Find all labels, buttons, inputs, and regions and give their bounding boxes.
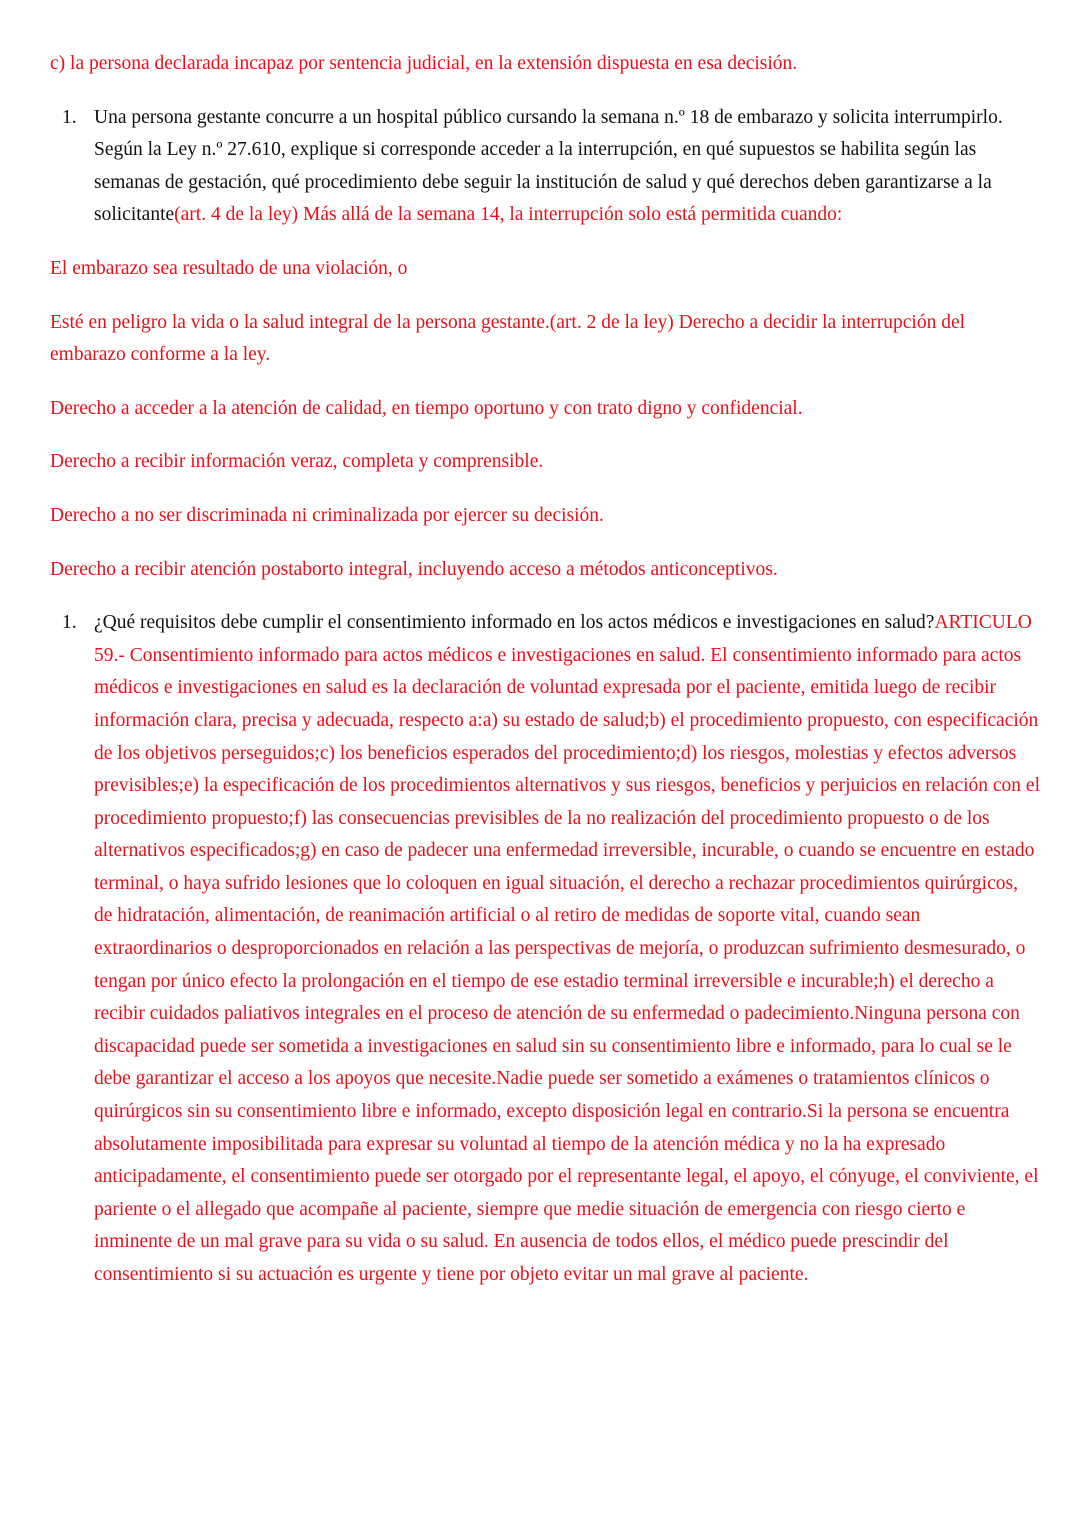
- intro-line: c) la persona declarada incapaz por sentencia judicial, en la extensión dispuesta en esa decisión.: [50, 53, 798, 74]
- question-item-2: [50, 607, 1040, 1291]
- question-body: [94, 102, 1040, 232]
- question-body: [94, 607, 1040, 1291]
- list-number: 1.: [62, 106, 77, 128]
- answer-text: ARTICULO 59.- Consentimiento informado para actos médicos e investigaciones en salud. El consentimiento informado para actos médicos e investigaciones en salud es la declaración de voluntad expresada por el paciente, emitida luego de recibir información clara, precisa y adecuada, respecto a:a) su estado de salud;b) el procedimiento propuesto, con especificación de los objetivos perseguidos;c) los beneficios esperados del procedimiento;d) los riesgos, molestias y efectos adversos previsibles;e) la especificación de los procedimientos alternativos y sus riesgos, beneficios y perjuicios en relación con el procedimiento propuesto;f) las consecuencias previsibles de la no realización del procedimiento propuesto o de los alternativos especificados;g) en caso de padecer una enfermedad irreversible, incurable, o cuando se encuentre en estado terminal, o haya sufrido lesiones que lo coloquen en igual situación, el derecho a rechazar procedimientos quirúrgicos, de hidratación, alimentación, de reanimación artificial o al retiro de medidas de soporte vital, cuando sean extraordinarios o desproporcionados en relación a las perspectivas de mejoría, o produzcan sufrimiento desmesurado, o tengan por único efecto la prolongación en el tiempo de ese estadio terminal irreversible e incurable;h) el derecho a recibir cuidados paliativos integrales en el proceso de atención de su enfermedad o padecimiento.Ninguna persona con discapacidad puede ser sometida a investigaciones en salud sin su consentimiento libre e informado, para lo cual se le debe garantizar el acceso a los apoyos que necesite.Nadie puede ser sometido a exámenes o tratamientos clínicos o quirúrgicos sin su consentimiento libre e informado, excepto disposición legal en contrario.Si la persona se encuentra absolutamente imposibilitada para expresar su voluntad al tiempo de la atención médica y no la ha expresado anticipadamente, el consentimiento puede ser otorgado por el representante legal, el apoyo, el cónyuge, el conviviente, el pariente o el allegado que acompañe al paciente, siempre que medie situación de emergencia con riesgo cierto e inminente de un mal grave para su vida o su salud. En ausencia de todos ellos, el médico puede prescindir del consentimiento si su actuación es urgente y tiene por objeto evitar un mal grave al paciente.: [94, 612, 1040, 1285]
- question-text: ¿Qué requisitos debe cumplir el consentimiento informado en los actos médicos e investigaciones en salud?: [94, 612, 935, 634]
- answer-paragraph: El embarazo sea resultado de una violación, o: [50, 257, 408, 279]
- answer-paragraph: Esté en peligro la vida o la salud integral de la persona gestante.(art. 2 de la ley) Derecho a decidir la interrupción del embarazo conforme a la ley.: [50, 311, 966, 366]
- answer-paragraph: Derecho a recibir atención postaborto integral, incluyendo acceso a métodos anticonceptivos.: [50, 558, 778, 580]
- question-text: Una persona gestante concurre a un hospital público cursando la semana n.º 18 de embarazo y solicita interrumpirlo. Según la Ley n.º 27.610, explique si corresponde acceder a la interrupción, en qué supuestos se habilita según las semanas de gestación, qué procedimiento debe seguir la institución de salud y qué derechos deben garantizarse a la solicitante: [94, 106, 1003, 226]
- answer-paragraph: Derecho a no ser discriminada ni criminalizada por ejercer su decisión.: [50, 504, 604, 526]
- question-item-1: [50, 102, 1040, 232]
- answer-paragraph: Derecho a recibir información veraz, completa y comprensible.: [50, 451, 544, 473]
- list-number: 1.: [62, 612, 77, 634]
- answer-text: (art. 4 de la ley) Más allá de la semana 14, la interrupción solo está permitida cuando:: [174, 204, 843, 226]
- document-page: [50, 48, 1040, 1313]
- answer-paragraph: Derecho a acceder a la atención de calidad, en tiempo oportuno y con trato digno y confidencial.: [50, 397, 803, 419]
